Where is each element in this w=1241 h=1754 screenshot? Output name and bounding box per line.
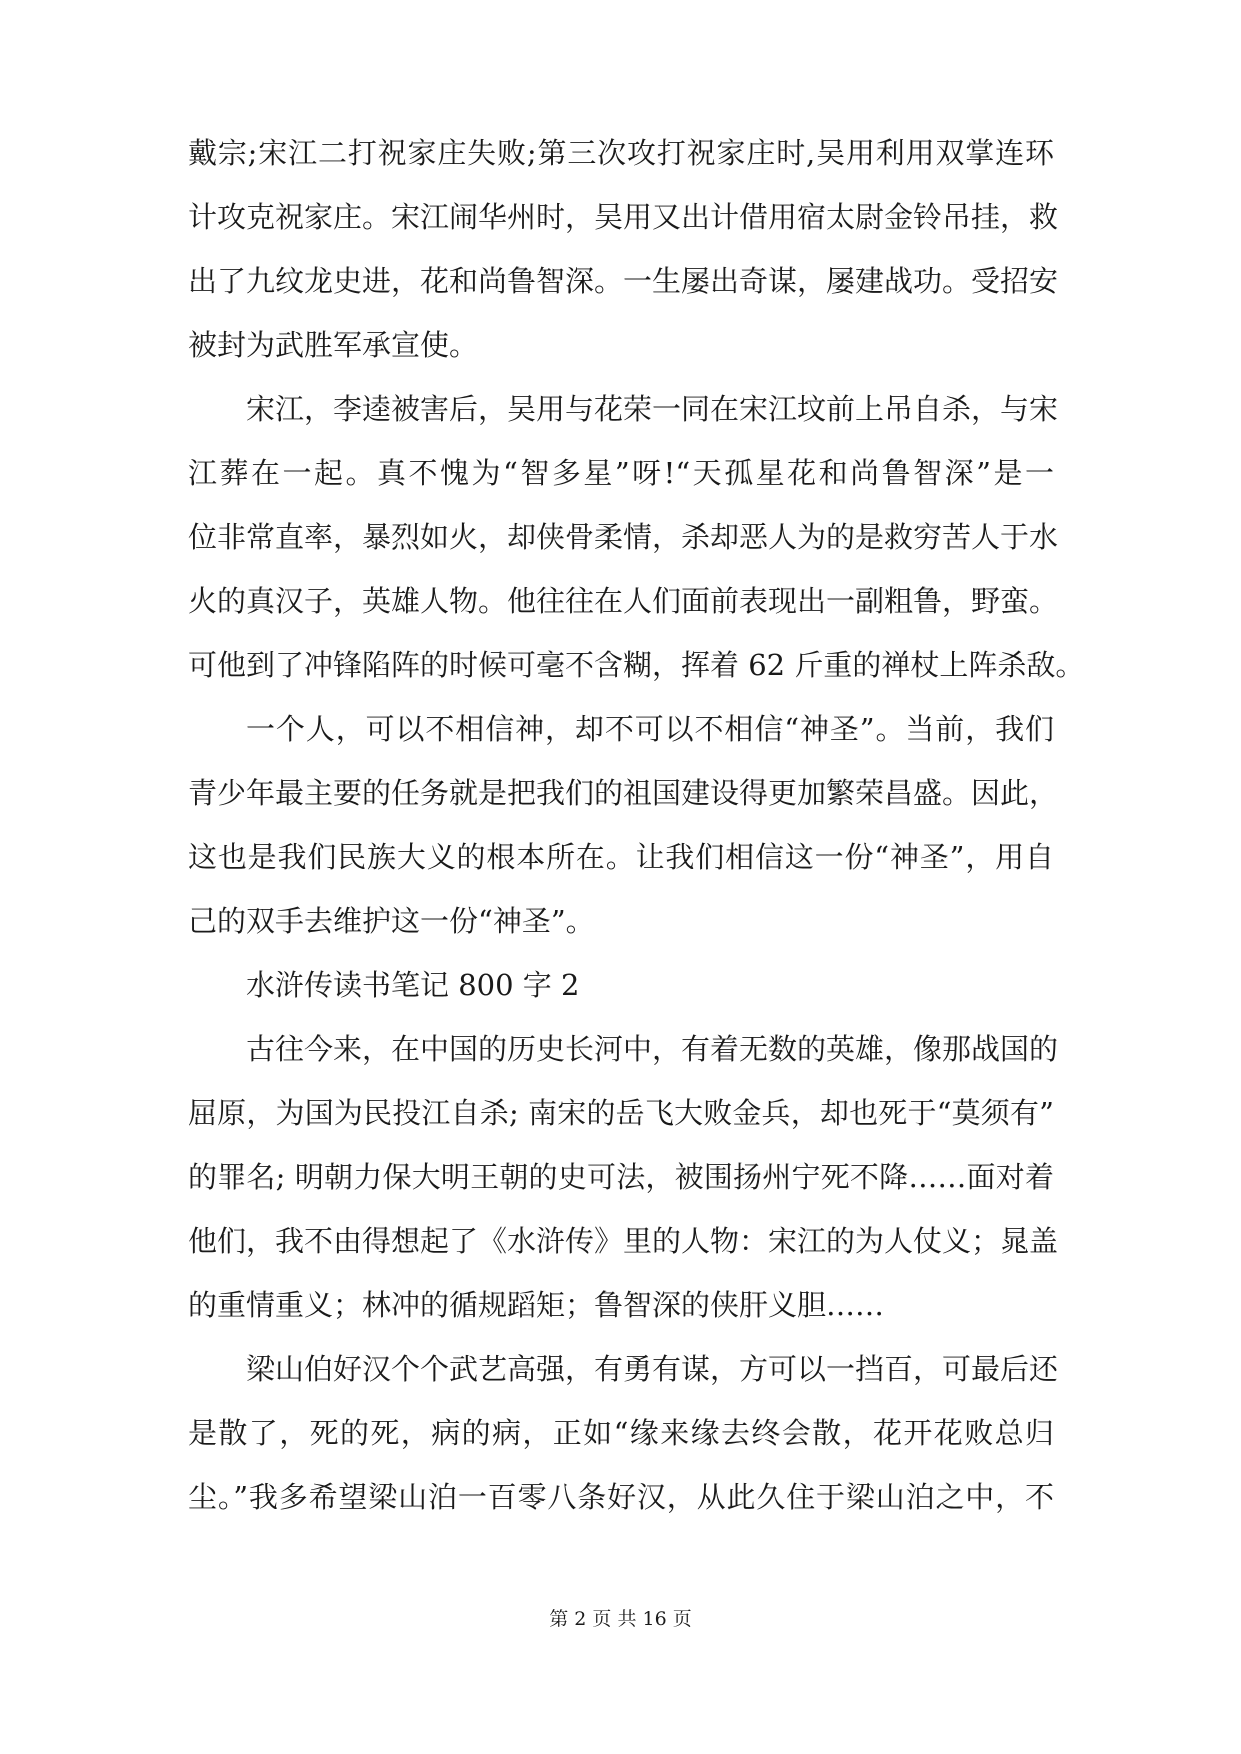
text-line: 计攻克祝家庄。宋江闹华州时，吴用又出计借用宿太尉金铃吊挂，救 <box>188 200 1059 234</box>
paragraph-start-line: 宋江，李逵被害后，吴用与花荣一同在宋江坟前上吊自杀，与宋 <box>246 392 1059 426</box>
text-line: 被封为武胜军承宣使。 <box>188 328 479 362</box>
text-line: 这也是我们民族大义的根本所在。让我们相信这一份“神圣”，用自 <box>188 840 1054 874</box>
text-line: 出了九纹龙史进，花和尚鲁智深。一生屡出奇谋，屡建战功。受招安 <box>188 264 1059 298</box>
page-number-footer: 第 2 页 共 16 页 <box>549 1608 692 1630</box>
text-line: 的重情重义；林冲的循规蹈矩；鲁智深的侠肝义胆…… <box>188 1288 885 1322</box>
section-heading: 水浒传读书笔记 800 字 2 <box>246 968 580 1002</box>
text-line: 他们，我不由得想起了《水浒传》里的人物：宋江的为人仗义；晁盖 <box>188 1224 1059 1258</box>
paragraph-start-line: 古往今来，在中国的历史长河中，有着无数的英雄，像那战国的 <box>246 1032 1059 1066</box>
paragraph-start-line: 一个人，可以不相信神，却不可以不相信“神圣”。当前，我们 <box>246 712 1054 746</box>
text-line: 江葬在一起。真不愧为“智多星”呀!“天孤星花和尚鲁智深”是一 <box>188 456 1054 490</box>
text-line: 己的双手去维护这一份“神圣”。 <box>188 904 595 938</box>
text-line: 是散了，死的死，病的病，正如“缘来缘去终会散，花开花败总归 <box>188 1416 1054 1450</box>
text-line: 屈原，为国为民投江自杀; 南宋的岳飞大败金兵，却也死于“莫须有” <box>188 1096 1054 1130</box>
text-line: 的罪名; 明朝力保大明王朝的史可法，被围扬州宁死不降……面对着 <box>188 1160 1054 1194</box>
text-line: 位非常直率，暴烈如火，却侠骨柔情，杀却恶人为的是救穷苦人于水 <box>188 520 1059 554</box>
text-line: 戴宗;宋江二打祝家庄失败;第三次攻打祝家庄时,吴用利用双掌连环 <box>188 136 1054 170</box>
text-line: 尘。”我多希望梁山泊一百零八条好汉，从此久住于梁山泊之中，不 <box>188 1480 1054 1514</box>
text-line: 火的真汉子，英雄人物。他往往在人们面前表现出一副粗鲁，野蛮。 <box>188 584 1059 618</box>
text-line: 可他到了冲锋陷阵的时候可毫不含糊，挥着 62 斤重的禅杖上阵杀敌。 <box>188 648 1085 682</box>
text-line: 青少年最主要的任务就是把我们的祖国建设得更加繁荣昌盛。因此， <box>188 776 1059 810</box>
paragraph-start-line: 梁山伯好汉个个武艺高强，有勇有谋，方可以一挡百，可最后还 <box>246 1352 1059 1386</box>
